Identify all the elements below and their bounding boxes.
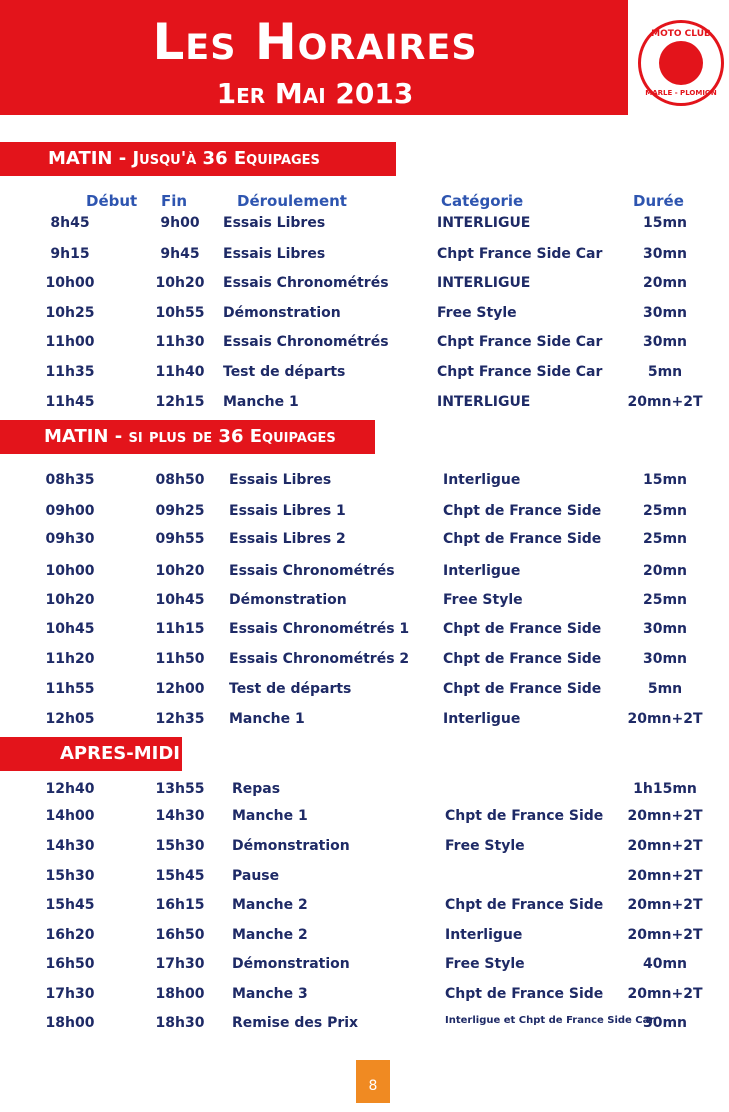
end-time: 10h20 (155, 275, 205, 291)
start-time: 11h55 (45, 681, 95, 697)
category: Interligue (443, 711, 521, 727)
section-header-apres-midi: APRES-MIDI (0, 737, 182, 771)
start-time: 09h00 (45, 503, 95, 519)
end-time: 11h40 (155, 364, 205, 380)
category: INTERLIGUE (437, 394, 531, 410)
duration: 30mn (642, 1015, 688, 1031)
category: Free Style (445, 838, 525, 854)
duration: 15mn (642, 472, 688, 488)
duration: 20mn+2T (627, 838, 703, 854)
column-header-category: Catégorie (441, 192, 524, 210)
activity: Essais Chronométrés 2 (229, 651, 410, 667)
activity: Démonstration (223, 305, 341, 321)
start-time: 08h35 (45, 472, 95, 488)
end-time: 9h45 (160, 246, 200, 262)
duration: 5mn (647, 681, 683, 697)
schedule-row (0, 897, 729, 919)
activity: Démonstration (229, 592, 347, 608)
activity: Essais Chronométrés (229, 563, 395, 579)
end-time: 09h25 (155, 503, 205, 519)
start-time: 16h50 (45, 956, 95, 972)
duration: 20mn+2T (627, 897, 703, 913)
category: Interligue (443, 563, 521, 579)
start-time: 11h20 (45, 651, 95, 667)
end-time: 16h15 (155, 897, 205, 913)
end-time: 10h45 (155, 592, 205, 608)
duration: 20mn (642, 563, 688, 579)
activity: Essais Chronométrés 1 (229, 621, 410, 637)
schedule-row (0, 305, 729, 327)
duration: 30mn (642, 651, 688, 667)
end-time: 16h50 (155, 927, 205, 943)
category: Chpt de France Side (443, 503, 602, 519)
activity: Démonstration (232, 956, 350, 972)
start-time: 10h00 (45, 275, 95, 291)
schedule-row (0, 394, 729, 416)
schedule-row (0, 503, 729, 525)
category: Free Style (445, 956, 525, 972)
activity: Manche 1 (223, 394, 299, 410)
activity: Essais Chronométrés (223, 334, 389, 350)
end-time: 10h20 (155, 563, 205, 579)
duration: 25mn (642, 531, 688, 547)
activity: Essais Libres 2 (229, 531, 346, 547)
end-time: 11h50 (155, 651, 205, 667)
start-time: 8h45 (50, 215, 90, 231)
end-time: 18h00 (155, 986, 205, 1002)
activity: Manche 2 (232, 897, 308, 913)
moto-club-logo (638, 20, 724, 106)
schedule-row (0, 868, 729, 890)
schedule-row (0, 927, 729, 949)
end-time: 12h35 (155, 711, 205, 727)
category: Interligue (443, 472, 521, 488)
activity: Manche 2 (232, 927, 308, 943)
end-time: 09h55 (155, 531, 205, 547)
schedule-row (0, 334, 729, 356)
schedule-row (0, 681, 729, 703)
start-time: 17h30 (45, 986, 95, 1002)
column-header-start: Début (86, 192, 138, 210)
start-time: 12h40 (45, 781, 95, 797)
schedule-row (0, 838, 729, 860)
duration: 20mn+2T (627, 868, 703, 884)
duration: 5mn (647, 364, 683, 380)
activity: Manche 1 (232, 808, 308, 824)
end-time: 10h55 (155, 305, 205, 321)
schedule-row (0, 592, 729, 614)
category: Free Style (443, 592, 523, 608)
start-time: 14h30 (45, 838, 95, 854)
duration: 20mn (642, 275, 688, 291)
end-time: 13h55 (155, 781, 205, 797)
section-header-matin-plus-36: MATIN - si plus de 36 Equipages (0, 420, 375, 454)
section-header-matin-36: MATIN - Jusqu'à 36 Equipages (0, 142, 396, 176)
activity: Repas (232, 781, 281, 797)
category: Chpt France Side Car (437, 364, 603, 380)
start-time: 10h00 (45, 563, 95, 579)
category: Chpt de France Side (443, 531, 602, 547)
category: Chpt de France Side (443, 681, 602, 697)
end-time: 11h15 (155, 621, 205, 637)
category: Chpt de France Side (445, 897, 604, 913)
start-time: 11h35 (45, 364, 95, 380)
duration: 30mn (642, 334, 688, 350)
activity: Test de départs (229, 681, 352, 697)
column-header-duration: Durée (633, 192, 684, 210)
page-number: 8 (356, 1060, 390, 1103)
start-time: 9h15 (50, 246, 90, 262)
activity: Essais Libres 1 (229, 503, 346, 519)
end-time: 12h00 (155, 681, 205, 697)
duration: 20mn+2T (627, 711, 703, 727)
duration: 20mn+2T (627, 927, 703, 943)
activity: Pause (232, 868, 280, 884)
schedule-row (0, 808, 729, 830)
column-header-activity: Déroulement (237, 192, 347, 210)
activity: Essais Libres (223, 246, 326, 262)
end-time: 08h50 (155, 472, 205, 488)
category: INTERLIGUE (437, 215, 531, 231)
end-time: 15h45 (155, 868, 205, 884)
schedule-row (0, 956, 729, 978)
end-time: 18h30 (155, 1015, 205, 1031)
category: Free Style (437, 305, 517, 321)
end-time: 9h00 (160, 215, 200, 231)
category: Interligue (445, 927, 523, 943)
schedule-row (0, 621, 729, 643)
duration: 25mn (642, 503, 688, 519)
duration: 20mn+2T (627, 808, 703, 824)
start-time: 14h00 (45, 808, 95, 824)
page-subtitle: 1er Mai 2013 (216, 77, 414, 110)
motorcycle-icon (659, 41, 703, 85)
category: Interligue et Chpt de France Side Car (445, 1015, 655, 1026)
start-time: 16h20 (45, 927, 95, 943)
duration: 25mn (642, 592, 688, 608)
schedule-row (0, 651, 729, 673)
schedule-row (0, 711, 729, 733)
schedule-row (0, 531, 729, 553)
logo-bottom-text: MARLE - PLOMION (645, 89, 717, 97)
activity: Remise des Prix (232, 1015, 359, 1031)
start-time: 11h00 (45, 334, 95, 350)
page-title: Les Horaires (152, 13, 478, 71)
end-time: 14h30 (155, 808, 205, 824)
end-time: 12h15 (155, 394, 205, 410)
duration: 15mn (642, 215, 688, 231)
schedule-row (0, 986, 729, 1008)
duration: 30mn (642, 305, 688, 321)
start-time: 12h05 (45, 711, 95, 727)
start-time: 15h45 (45, 897, 95, 913)
category: Chpt de France Side (443, 621, 602, 637)
duration: 1h15mn (633, 781, 697, 797)
start-time: 09h30 (45, 531, 95, 547)
category: Chpt de France Side (445, 808, 604, 824)
column-header-end: Fin (161, 192, 188, 210)
schedule-row (0, 1015, 729, 1037)
schedule-row (0, 563, 729, 585)
end-time: 11h30 (155, 334, 205, 350)
duration: 40mn (642, 956, 688, 972)
schedule-row (0, 275, 729, 297)
start-time: 10h20 (45, 592, 95, 608)
start-time: 15h30 (45, 868, 95, 884)
duration: 20mn+2T (627, 394, 703, 410)
activity: Manche 1 (229, 711, 305, 727)
activity: Test de départs (223, 364, 346, 380)
schedule-row (0, 364, 729, 386)
category: Chpt France Side Car (437, 246, 603, 262)
category: Chpt France Side Car (437, 334, 603, 350)
activity: Essais Chronométrés (223, 275, 389, 291)
duration: 20mn+2T (627, 986, 703, 1002)
schedule-row (0, 472, 729, 494)
start-time: 11h45 (45, 394, 95, 410)
category: INTERLIGUE (437, 275, 531, 291)
end-time: 15h30 (155, 838, 205, 854)
activity: Manche 3 (232, 986, 308, 1002)
activity: Essais Libres (223, 215, 326, 231)
activity: Démonstration (232, 838, 350, 854)
schedule-row (0, 215, 729, 237)
duration: 30mn (642, 621, 688, 637)
logo-top-text: MOTO CLUB (651, 29, 711, 39)
category: Chpt de France Side (445, 986, 604, 1002)
start-time: 18h00 (45, 1015, 95, 1031)
category: Chpt de France Side (443, 651, 602, 667)
start-time: 10h45 (45, 621, 95, 637)
activity: Essais Libres (229, 472, 332, 488)
end-time: 17h30 (155, 956, 205, 972)
duration: 30mn (642, 246, 688, 262)
start-time: 10h25 (45, 305, 95, 321)
schedule-row (0, 781, 729, 803)
schedule-row (0, 246, 729, 268)
